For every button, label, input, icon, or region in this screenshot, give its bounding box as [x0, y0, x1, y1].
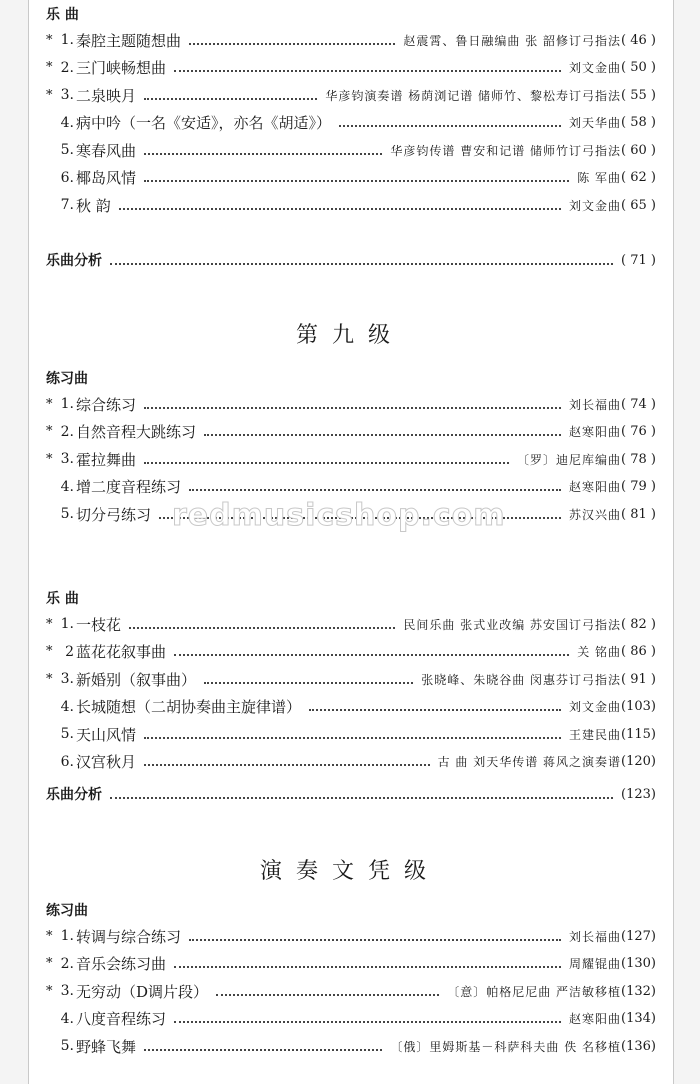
page-number: (136)	[621, 1038, 656, 1054]
page-number: (120)	[621, 754, 656, 769]
entry-title: 秦腔主题随想曲	[76, 31, 182, 50]
section-label: 乐 曲	[46, 591, 79, 607]
entry-credit: 苏汉兴曲	[569, 507, 622, 522]
entry-number: 3.	[60, 451, 74, 467]
entry-title: 秋 韵	[76, 196, 111, 215]
entry-number: 5.	[60, 142, 74, 158]
analysis-title: 乐曲分析	[46, 787, 102, 803]
required-marker: *	[46, 644, 53, 659]
entry-title: 汉宫秋月	[76, 753, 137, 771]
entry-number: 4.	[60, 478, 74, 495]
leader-dots	[144, 152, 382, 155]
entry-credit: 赵寒阳曲	[569, 480, 622, 494]
page-number: ( 74 )	[621, 396, 656, 412]
watermark: redmusicshop.com	[172, 498, 506, 533]
entry-number: 4.	[60, 1010, 74, 1027]
leader-dots	[204, 433, 561, 436]
entry-title: 病中吟（一名《安适》，亦名《胡适》）	[76, 114, 332, 132]
leader-dots	[119, 207, 561, 210]
entry-number: 1.	[60, 928, 74, 944]
leader-dots	[144, 736, 561, 739]
entry-title: 转调与综合练习	[76, 927, 182, 946]
toc-entry[interactable]	[46, 111, 656, 135]
leader-dots	[144, 1048, 382, 1051]
leader-dots	[189, 938, 561, 941]
analysis-row[interactable]	[46, 782, 656, 806]
page-number: ( 81 )	[621, 506, 656, 522]
entry-number: 3.	[60, 983, 74, 999]
entry-title: 二泉映月	[76, 86, 137, 105]
required-marker: *	[46, 616, 53, 632]
page-number: (103)	[621, 699, 656, 714]
page-number: ( 65 )	[621, 197, 656, 213]
entry-title: 增二度音程练习	[76, 478, 182, 496]
required-marker: *	[46, 424, 53, 439]
entry-number: 3.	[60, 87, 74, 103]
entry-title: 一枝花	[76, 615, 122, 634]
toc-entry[interactable]	[46, 193, 656, 217]
entry-title: 综合练习	[76, 395, 137, 414]
page-number: ( 55 )	[621, 87, 656, 103]
page-number: (115)	[621, 726, 656, 742]
entry-credit: 周耀锟曲	[569, 957, 622, 971]
leader-dots	[144, 179, 569, 182]
toc-entry[interactable]	[46, 1034, 656, 1058]
entry-title: 切分弓练习	[76, 505, 152, 524]
entry-title: 自然音程大跳练习	[76, 423, 197, 441]
entry-credit: 刘文金曲	[569, 700, 622, 714]
page-number: ( 78 )	[621, 451, 656, 467]
entry-title: 八度音程练习	[76, 1010, 167, 1028]
leader-dots	[339, 124, 561, 127]
page-number: ( 82 )	[621, 616, 656, 632]
toc-entry[interactable]	[46, 166, 656, 190]
entry-credit: 刘长福曲	[569, 929, 622, 944]
entry-credit: 王建民曲	[569, 727, 622, 742]
toc-entry[interactable]	[46, 28, 656, 52]
required-marker: *	[46, 956, 53, 971]
required-marker: *	[46, 983, 53, 999]
page-number: (123)	[621, 786, 656, 802]
entry-credit: 华彦钧传谱 曹安和记谱 储师竹订弓指法	[390, 143, 622, 158]
required-marker: *	[46, 87, 53, 103]
leader-dots	[216, 993, 439, 996]
toc-entry[interactable]	[46, 695, 656, 719]
toc-entry[interactable]	[46, 924, 656, 948]
section-label: 练习曲	[46, 371, 88, 387]
page-number: (130)	[621, 956, 656, 971]
entry-title: 寒春风曲	[76, 141, 137, 160]
page-number: ( 71 )	[621, 252, 656, 268]
entry-number: 1.	[60, 32, 74, 48]
toc-entry[interactable]	[46, 1007, 656, 1031]
level-heading: 演奏文凭级	[259, 859, 440, 884]
entry-title: 无穷动（D调片段）	[76, 982, 209, 1001]
section-label: 乐 曲	[46, 7, 79, 23]
entry-credit: 〔意〕帕格尼尼曲 严洁敏移植	[447, 984, 622, 999]
leader-dots	[110, 796, 613, 799]
page-number: ( 91 )	[621, 671, 656, 687]
required-marker: *	[46, 60, 53, 75]
page-number: ( 46 )	[621, 32, 656, 48]
toc-entry[interactable]	[46, 979, 656, 1003]
entry-title: 长城随想（二胡协奏曲主旋律谱）	[76, 698, 302, 716]
entry-number: 6.	[60, 753, 74, 770]
entry-number: 5.	[60, 726, 74, 742]
entry-credit: 刘文金曲	[569, 61, 622, 75]
page-number: (127)	[621, 928, 656, 944]
entry-credit: 陈 军曲	[577, 171, 622, 185]
entry-credit: 华彦钧演奏谱 杨荫浏记谱 储师竹、黎松寿订弓指法	[325, 88, 622, 103]
entry-number: 3.	[60, 671, 74, 687]
entry-credit: 刘天华曲	[569, 116, 622, 130]
entry-credit: 张晓峰、朱晓谷曲 闵惠芬订弓指法	[421, 672, 622, 687]
toc-entry[interactable]	[46, 952, 656, 976]
leader-dots	[309, 708, 561, 711]
leader-dots	[144, 406, 561, 409]
entry-number: 5.	[60, 1038, 74, 1054]
toc-entry[interactable]	[46, 392, 656, 416]
entry-credit: 赵寒阳曲	[569, 425, 622, 439]
entry-title: 天山风情	[76, 725, 137, 744]
entry-credit: 刘文金曲	[569, 198, 622, 213]
toc-entry[interactable]	[46, 612, 656, 636]
toc-entry[interactable]	[46, 475, 656, 499]
page-number: ( 86 )	[621, 644, 656, 659]
entry-credit: 赵寒阳曲	[569, 1012, 622, 1026]
required-marker: *	[46, 451, 53, 467]
entry-credit: 刘长福曲	[569, 397, 622, 412]
entry-number: 6.	[60, 169, 74, 186]
entry-number: 1.	[60, 616, 74, 632]
toc-entry[interactable]	[46, 83, 656, 107]
toc-entry[interactable]	[46, 640, 656, 664]
leader-dots	[110, 262, 613, 265]
entry-title: 三门峡畅想曲	[76, 59, 167, 77]
toc-entry[interactable]	[46, 750, 656, 774]
level-heading: 第九级	[295, 323, 404, 348]
required-marker: *	[46, 32, 53, 48]
leader-dots	[144, 763, 430, 766]
entry-number: 5.	[60, 506, 74, 522]
page-number: ( 60 )	[621, 142, 656, 158]
leader-dots	[129, 626, 395, 629]
page-number: ( 62 )	[621, 170, 656, 185]
page-sheet	[28, 0, 674, 1084]
leader-dots	[189, 42, 395, 45]
page-number: ( 76 )	[621, 424, 656, 439]
entry-credit: 〔罗〕迪尼库编曲	[517, 452, 622, 467]
page-number: ( 79 )	[621, 479, 656, 494]
toc-entry[interactable]	[46, 138, 656, 162]
toc-entry[interactable]	[46, 447, 656, 471]
leader-dots	[204, 681, 413, 684]
leader-dots	[144, 461, 509, 464]
entry-number: 2.	[60, 955, 74, 972]
analysis-row[interactable]	[46, 248, 656, 272]
entry-credit: 民间乐曲 张式业改编 苏安国订弓指法	[403, 617, 622, 632]
entry-title: 新婚别（叙事曲）	[76, 670, 197, 689]
page-number: (132)	[621, 983, 656, 999]
leader-dots	[174, 1020, 561, 1023]
entry-number: 4.	[60, 698, 74, 715]
entry-number: 1.	[60, 396, 74, 412]
leader-dots	[189, 488, 561, 491]
entry-number: 2.	[60, 423, 74, 440]
toc-entry[interactable]	[46, 56, 656, 80]
required-marker: *	[46, 928, 53, 944]
entry-credit: 〔俄〕里姆斯基－科萨科夫曲 佚 名移植	[390, 1039, 622, 1054]
entry-number: 2.	[60, 59, 74, 76]
entry-title: 椰岛风情	[76, 169, 137, 187]
leader-dots	[174, 69, 561, 72]
entry-number: 4.	[60, 114, 74, 131]
leader-dots	[174, 965, 561, 968]
section-label: 练习曲	[46, 903, 88, 919]
entry-title: 野蜂飞舞	[76, 1037, 137, 1056]
entry-number: 7.	[60, 197, 74, 213]
required-marker: *	[46, 671, 53, 687]
entry-title: 音乐会练习曲	[76, 955, 167, 973]
entry-credit: 关 铭曲	[577, 645, 622, 659]
leader-dots	[144, 97, 317, 100]
page-number: ( 58 )	[621, 115, 656, 130]
required-marker: *	[46, 396, 53, 412]
page-number: (134)	[621, 1011, 656, 1026]
toc-entry[interactable]	[46, 420, 656, 444]
entry-credit: 古 曲 刘天华传谱 蒋风之演奏谱	[437, 755, 622, 769]
analysis-title: 乐曲分析	[46, 253, 102, 269]
entry-title: 霍拉舞曲	[76, 450, 137, 469]
toc-entry[interactable]	[46, 722, 656, 746]
toc-entry[interactable]	[46, 667, 656, 691]
entry-title: 蓝花花叙事曲	[76, 643, 167, 661]
entry-number: 2	[65, 643, 74, 660]
page-number: ( 50 )	[621, 60, 656, 75]
entry-credit: 赵震霄、鲁日融编曲 张 韶修订弓指法	[403, 33, 622, 48]
leader-dots	[174, 653, 569, 656]
